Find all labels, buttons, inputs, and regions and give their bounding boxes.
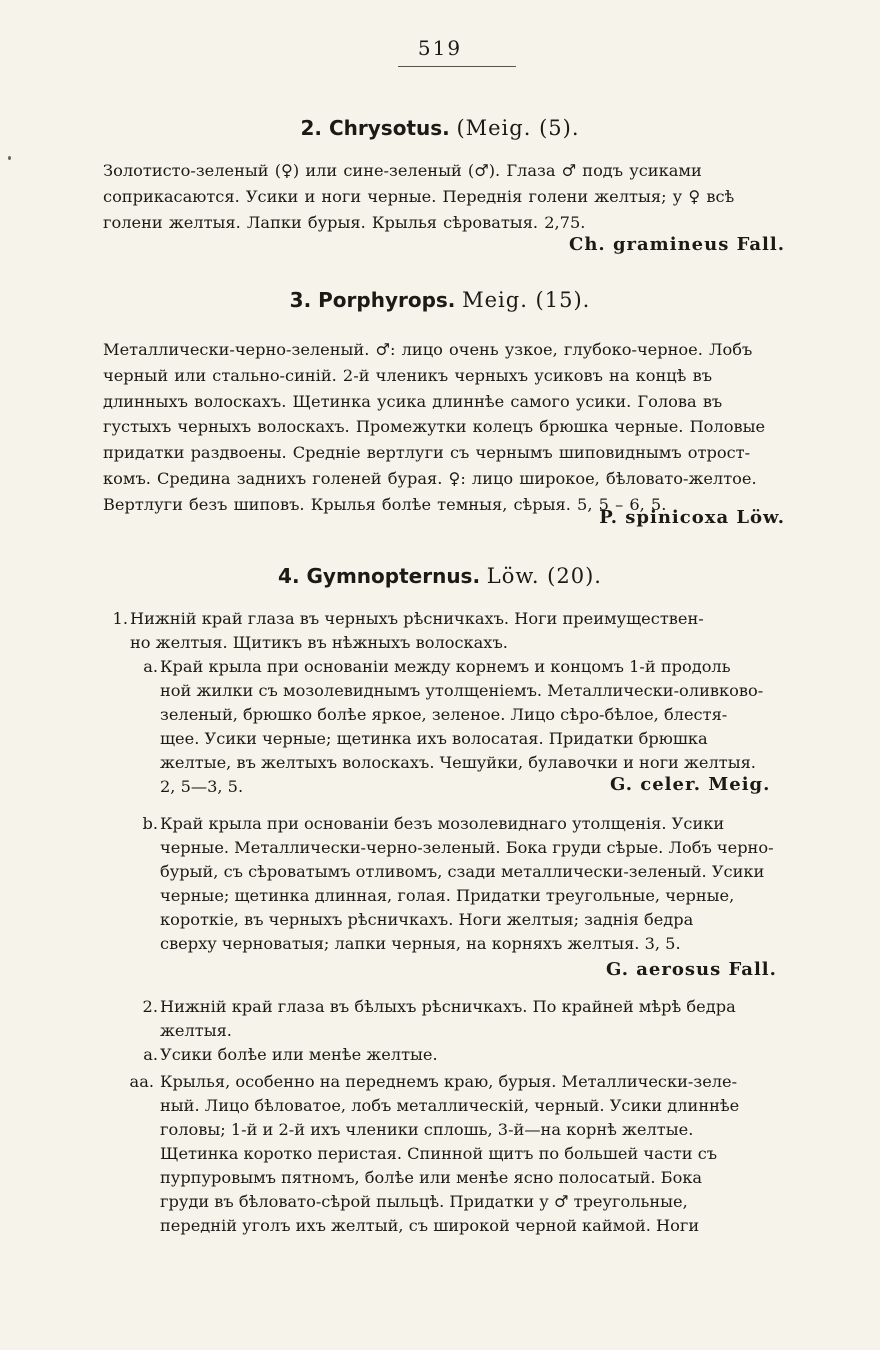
text-line: желтыя. [160,1021,232,1040]
text-line: щее. Усики черные; щетинка ихъ волосатая. Придатки брюшка [160,729,708,748]
key-entry [143,655,820,805]
key-marker: a. [143,1045,158,1064]
text-line: Нижній край глаза въ бѣлыхъ рѣсничкахъ. По крайней мѣрѣ бедра [160,997,736,1016]
text-line: Нижній край глаза въ черныхъ рѣсничкахъ. Ноги преимуществен- [130,609,704,628]
text-line: 2, 5—3, 5. [160,777,244,796]
text-line: Золотисто-зеленый (♀) или сине-зеленый (♂). Глаза ♂ подъ усиками [103,161,702,180]
text-line: придатки раздвоены. Средніе вертлуги съ чернымъ шиповиднымъ отрост- [103,443,751,463]
text-line: передній уголъ ихъ желтый, съ широкой черной каймой. Ноги [160,1216,700,1235]
text-line: черные. Металлически-черно-зеленый. Бока груди сѣрые. Лобъ черно- [160,838,774,857]
genus-name: 4. Gymnopternus. [278,564,481,588]
key-entry [142,995,820,1045]
text-line: Край крыла при основаніи между корнемъ и концомъ 1-й продоль [160,657,731,676]
genus-name: 2. Chrysotus. [300,116,450,140]
genus-authority: Löw. (20). [486,564,602,588]
key-marker: 1. [112,609,128,628]
genus-description [103,337,787,518]
key-text [160,995,736,1043]
key-entry [143,1043,820,1069]
text-line: Край крыла при основаніи безъ мозолевиднаго утолщенія. Усики [160,814,725,833]
key-text [160,812,774,956]
key-text [130,607,704,655]
genus-name: 3. Porphyrops. [289,288,456,312]
paper-speck [8,156,11,160]
species-name: P. spinicoxa Löw. [599,507,785,528]
species-name: G. celer. Meig. [610,774,771,795]
text-line: бурый, съ сѣроватымъ отливомъ, сзади металлически-зеленый. Усики [160,862,765,881]
text-line: Вертлуги безъ шиповъ. Крылья болѣе темныя, сѣрыя. 5, 5 – 6, 5. [103,494,667,514]
text-line: ной жилки съ мозолевиднымъ утолщеніемъ. Металлически-оливково- [160,681,764,700]
genus-authority: Meig. (15). [462,288,591,312]
text-line: короткіе, въ черныхъ рѣсничкахъ. Ноги желтыя; заднія бедра [160,910,694,929]
page-number: 519 [417,36,463,60]
text-line: сверху черноватыя; лапки черныя, на корняхъ желтыя. 3, 5. [160,934,681,953]
text-line: зеленый, брюшко болѣе яркое, зеленое. Лицо сѣро-бѣлое, блестя- [160,705,728,724]
key-entry [129,1070,820,1242]
text-line: длинныхъ волоскахъ. Щетинка усика длиннѣе самого усики. Голова въ [103,391,723,411]
genus-authority: (Meig. (5). [456,116,580,140]
text-line: голени желтыя. Лапки бурыя. Крылья сѣроватыя. 2,75. [103,212,586,232]
genus-description [103,158,787,235]
key-marker: 2. [142,997,158,1016]
section-heading-porphyrops [0,288,880,312]
text-line: Металлически-черно-зеленый. ♂: лицо очень узкое, глубоко-черное. Лобъ [103,340,753,359]
text-line: пурпуровымъ пятномъ, болѣе или менѣе ясно полосатый. Бока [160,1168,703,1187]
text-line: ный. Лицо бѣловатое, лобъ металлическій, черный. Усики длиннѣе [160,1096,740,1115]
text-line: черный или стально-синій. 2-й членикъ черныхъ усиковъ на концѣ въ [103,365,712,385]
text-line: Усики болѣе или менѣе желтые. [160,1045,438,1064]
section-heading-chrysotus [0,116,880,140]
key-text [160,1070,739,1238]
text-line: черные; щетинка длинная, голая. Придатки треугольные, черные, [160,886,735,905]
text-line: головы; 1-й и 2-й ихъ членики сплошь, 3-й—на корнѣ желтые. [160,1120,694,1139]
key-entry [112,607,820,657]
key-text [160,1043,438,1067]
section-heading-gymnopternus [0,564,880,588]
text-line: густыхъ черныхъ волоскахъ. Промежутки колецъ брюшка черные. Половые [103,417,766,437]
text-line: но желтыя. Щитикъ въ нѣжныхъ волоскахъ. [130,633,508,652]
text-line: груди въ бѣловато-сѣрой пыльцѣ. Придатки у ♂ треугольные, [160,1192,688,1211]
text-line: желтые, въ желтыхъ волоскахъ. Чешуйки, булавочки и ноги желтыя. [160,753,756,772]
species-name: Ch. gramineus Fall. [569,234,785,255]
page-number-rule [398,66,516,67]
text-line: соприкасаются. Усики и ноги черные. Переднія голени желтыя; у ♀ всѣ [103,186,735,206]
key-entry [142,812,820,982]
species-name: G. aerosus Fall. [606,959,777,980]
key-marker: a. [143,657,158,676]
key-marker: aa. [129,1072,154,1091]
text-line: Щетинка коротко перистая. Спинной щитъ по большей части съ [160,1144,718,1163]
text-line: комъ. Средина заднихъ голеней бурая. ♀: лицо широкое, бѣловато-желтое. [103,468,757,488]
key-marker: b. [142,814,158,833]
text-line: Крылья, особенно на переднемъ краю, бурыя. Металлически-зеле- [160,1072,738,1091]
